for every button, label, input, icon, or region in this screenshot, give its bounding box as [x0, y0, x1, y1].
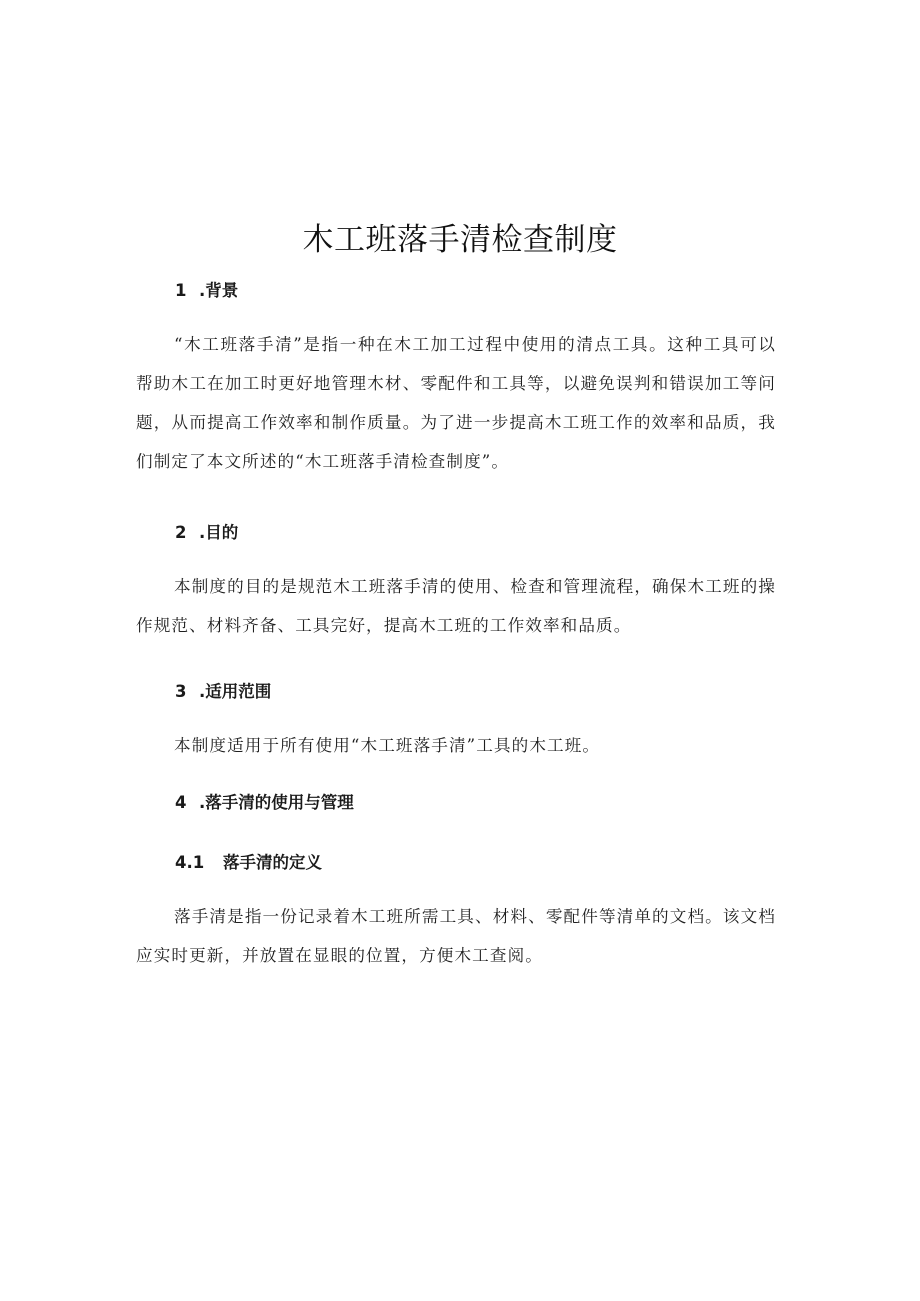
section-heading-usage-management	[175, 789, 354, 813]
section-heading-text: .落手清的使用与管理	[199, 793, 354, 812]
section-body-purpose: 本制度的目的是规范木工班落手清的使用、检查和管理流程，确保木工班的操作规范、材料齐备、工具完好，提高木工班的工作效率和品质。	[136, 577, 776, 635]
subsection-body-definition: 落手清是指一份记录着木工班所需工具、材料、零配件等清单的文档。该文档应实时更新，并放置在显眼的位置，方便木工查阅。	[136, 907, 776, 965]
document-title: 木工班落手清检查制度	[302, 222, 618, 258]
section-body-background: “木工班落手清”是指一种在木工加工过程中使用的清点工具。这种工具可以帮助木工在加工时更好地管理木材、零配件和工具等，以避免误判和错误加工等问题，从而提高工作效率和制作质量。为了进一步提高木工班工作的效率和品质，我们制定了本文所述的“木工班落手清检查制度”。	[136, 335, 776, 471]
section-number: 1	[175, 281, 187, 300]
section-heading-scope	[175, 678, 271, 702]
section-number: 4	[175, 793, 187, 812]
section-body-scope: 本制度适用于所有使用“木工班落手清”工具的木工班。	[174, 736, 601, 755]
section-heading-purpose	[175, 519, 238, 543]
section-heading-background	[175, 277, 238, 301]
section-heading-text: .目的	[199, 523, 239, 542]
section-number: 3	[175, 682, 187, 701]
section-heading-text: .背景	[199, 281, 239, 300]
section-heading-text: .适用范围	[199, 682, 272, 701]
section-number: 2	[175, 523, 187, 542]
subsection-heading-definition	[175, 849, 322, 873]
section-number: 4.1	[175, 853, 205, 872]
section-heading-text: 落手清的定义	[223, 853, 322, 872]
